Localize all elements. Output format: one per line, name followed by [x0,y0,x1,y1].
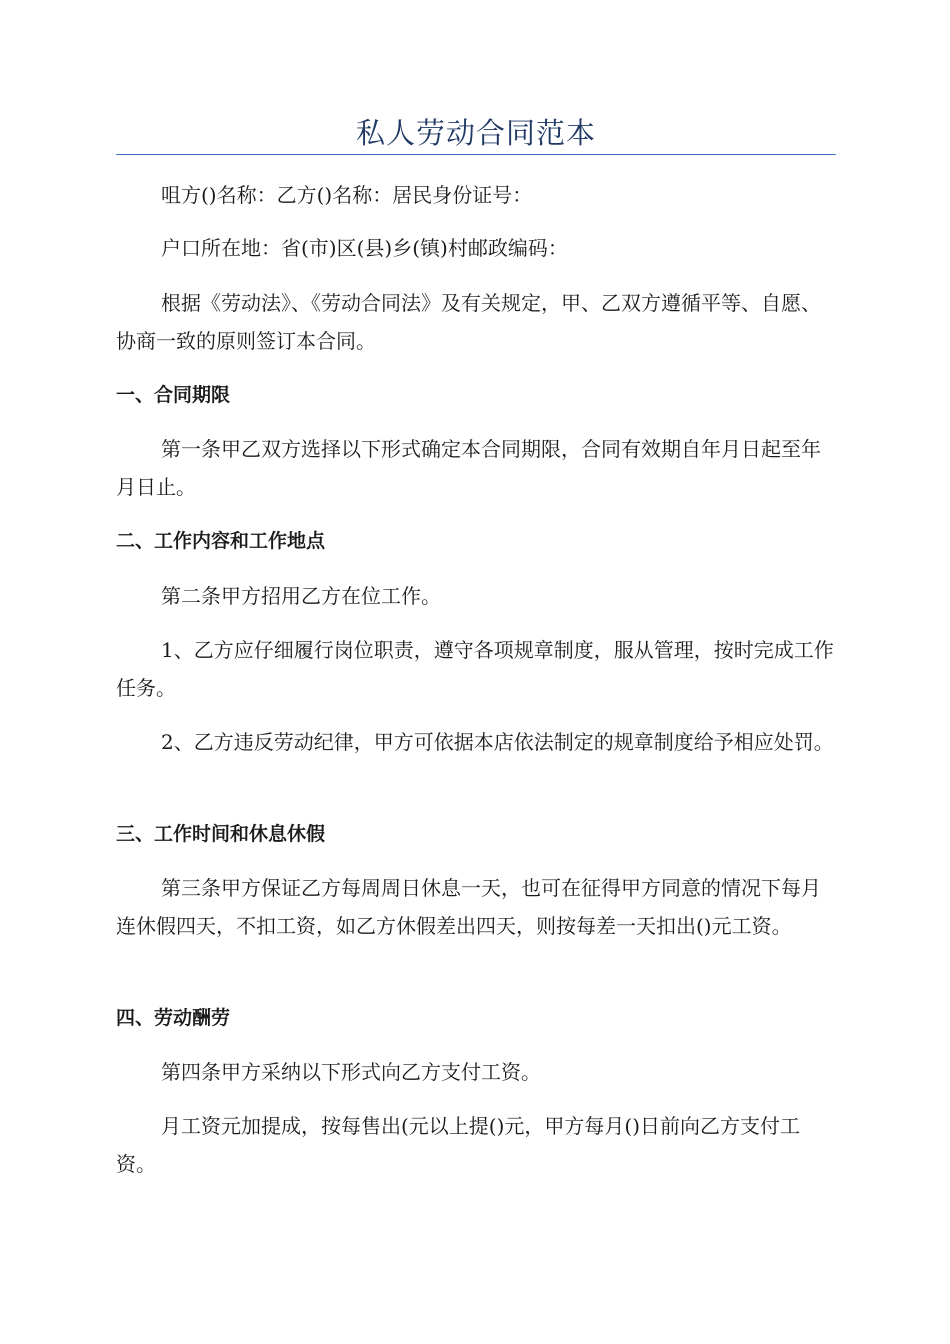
household-address-paragraph: 户口所在地：省(市)区(县)乡(镇)村邮政编码： [161,236,568,260]
section-heading-contract-term: 一、合同期限 [116,384,231,406]
document-title: 私人劳动合同范本 [355,116,596,150]
article-3-paragraph: 第三条甲方保证乙方每周周日休息一天，也可在征得甲方同意的情况下每月连休假四天，不扣工资，如乙方休假差出四天，则按每差一天扣出()元工资。 [116,876,821,938]
article-4-paragraph: 第四条甲方采纳以下形式向乙方支付工资。 [161,1060,541,1084]
clause-2-2-paragraph: 2、乙方违反劳动纪律，甲方可依据本店依法制定的规章制度给予相应处罚。 [161,730,834,754]
article-2-paragraph: 第二条甲方招用乙方在位工作。 [161,584,441,608]
article-1-paragraph: 第一条甲乙双方选择以下形式确定本合同期限，合同有效期自年月日起至年月日止。 [116,437,821,499]
party-names-paragraph: 咀方()名称：乙方()名称：居民身份证号： [161,183,533,207]
section-heading-work-content: 二、工作内容和工作地点 [116,530,326,552]
section-heading-working-hours: 三、工作时间和休息休假 [116,823,326,845]
title-underline [116,154,836,155]
section-heading-remuneration: 四、劳动酬劳 [116,1007,231,1029]
legal-basis-paragraph: 根据《劳动法》、《劳动合同法》及有关规定，甲、乙双方遵循平等、自愿、协商一致的原则签订本合同。 [116,291,821,353]
salary-paragraph: 月工资元加提成，按每售出(元以上提()元，甲方每月()日前向乙方支付工资。 [116,1114,801,1176]
clause-2-1-paragraph: 1、乙方应仔细履行岗位职责，遵守各项规章制度，服从管理，按时完成工作任务。 [116,638,834,700]
